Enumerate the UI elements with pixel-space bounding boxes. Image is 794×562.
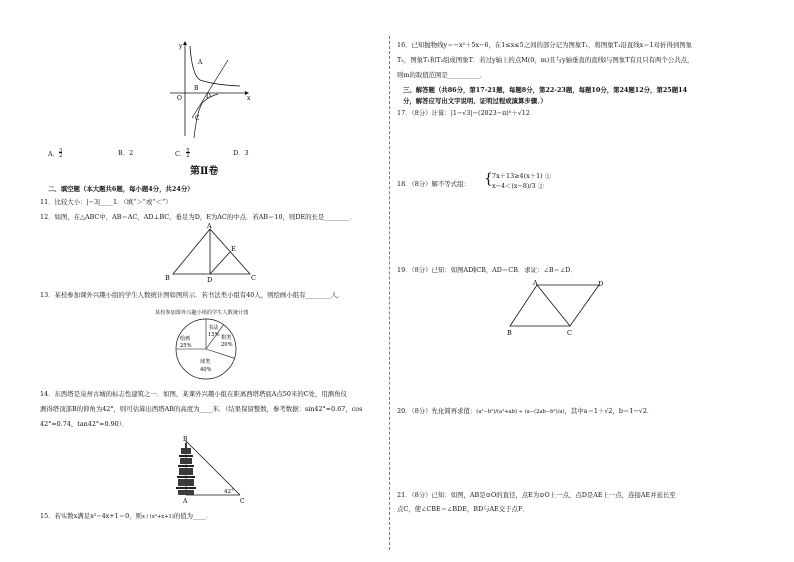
parallelogram-figure bbox=[504, 280, 614, 340]
para-label-b: B bbox=[507, 329, 512, 337]
brace: { bbox=[484, 171, 493, 187]
choice-b: B．2 bbox=[118, 149, 134, 157]
tri-label-a: A bbox=[207, 222, 212, 230]
graph-label-y: y bbox=[179, 43, 183, 50]
graph-label-a: A bbox=[198, 59, 203, 66]
pie-label-huihua-pct: 25% bbox=[180, 343, 192, 349]
tower-label-c: C bbox=[240, 498, 245, 505]
question-17: 17．（8分）计算：|1−√3|−(2023−π)⁰＋√12 bbox=[397, 109, 530, 117]
section2-header: 二、填空题（本大题共6题，每小题4分，共24分） bbox=[48, 185, 194, 193]
question-16-line3: 则m的取值范围是__________． bbox=[397, 71, 487, 79]
tri-label-d: D bbox=[207, 276, 213, 284]
choice-c: C．5 2 bbox=[175, 148, 190, 159]
q20-expression: (a²−b²)/(a²+ab) ÷ (a−(2ab−b²)/a) bbox=[476, 409, 565, 415]
column-divider bbox=[389, 36, 390, 550]
pie-label-qiulei: 球类 bbox=[200, 359, 211, 365]
pie-label-qilei-pct: 20% bbox=[221, 342, 233, 348]
tri-label-c: C bbox=[251, 274, 256, 282]
graph-label-b: B bbox=[194, 85, 199, 92]
question-16-line1: 16．已知抛物线y＝−x²＋5x−6，在1≤x≤5之间的部分记为图象T₁，将图象T₁沿直线x＝1对折得到图象 bbox=[397, 41, 693, 49]
section3-header-line1: 三、解答题（共86分，第17-21题，每题8分，第22-23题，每题10分，第24题12分，第25题14 bbox=[403, 86, 688, 94]
pie-label-qilei: 棋类 bbox=[221, 335, 232, 341]
tri-label-e: E bbox=[231, 245, 236, 253]
choice-d: D．3 bbox=[233, 149, 249, 157]
q18-inequality-2: x−4＜(x−8)/3 ② bbox=[492, 182, 545, 190]
pie-label-qiulei-pct: 40% bbox=[200, 367, 212, 373]
section3-header-line2: 分，解答应写出文字说明、证明过程或演算步骤．） bbox=[403, 97, 547, 105]
para-label-a: A bbox=[533, 279, 538, 287]
graph-label-x: x bbox=[247, 95, 251, 102]
question-14-line3: 42°≈0.74，tan42°≈0.90）． bbox=[40, 420, 129, 428]
question-11: 11．比较大小：|−3|____1．（填“＞”或“＜”） bbox=[40, 198, 172, 206]
pie-chart bbox=[166, 318, 246, 380]
part2-title: 第Ⅱ卷 bbox=[190, 166, 219, 177]
tower-figure bbox=[172, 436, 252, 508]
question-21-line2: 点C，使∠CBE＝∠BDE，BD与AE交于点F． bbox=[397, 505, 529, 513]
tri-label-b: B bbox=[165, 274, 170, 282]
question-18: 18．（8分）解不等式组： bbox=[397, 180, 470, 188]
question-12: 12．如图，在△ABC中，AB＝AC，AD⊥BC，垂足为D，E为AC的中点．若AB＝10，则DE的长是________． bbox=[40, 213, 357, 221]
question-14-line2: 测得塔顶部B的仰角为42°，则可估算出西塔AB的高度为____米．（结果保留整数，参考数据：sin42°≈0.67，cos bbox=[40, 405, 363, 413]
tower-label-b: B bbox=[183, 436, 188, 443]
question-15: 15．若实数x满足x²−4x+1＝0，则x / (x²+x+1)的值为____． bbox=[40, 512, 213, 520]
q18-inequality-1: 7x＋13≥4(x＋1) ① bbox=[492, 172, 552, 180]
graph-label-d: D bbox=[206, 93, 211, 100]
para-label-c: C bbox=[567, 329, 572, 337]
question-20: 20．（8分）先化简再求值：(a²−b²)/(a²+ab) ÷ (a−(2ab−b²)/a)，其中a＝1＋√2，b＝1−√2． bbox=[397, 407, 654, 415]
question-21-line1: 21．（8分）已知：如图，AB是⊙O的直径，点E为⊙O上一点，点D是AE上一点，连接AE并延长至 bbox=[397, 491, 676, 499]
q15-fraction: x / (x²+x+1) bbox=[141, 514, 174, 520]
question-13: 13．某校参加课外兴趣小组的学生人数统计图如图所示．若书法类小组有40人，则绘画小组有________人． bbox=[40, 291, 344, 299]
hyperbola-graph bbox=[170, 40, 250, 140]
para-label-d: D bbox=[598, 280, 604, 288]
tower-angle-label: 42° bbox=[224, 489, 234, 495]
graph-label-c: C bbox=[195, 115, 200, 122]
pie-label-shufa-pct: 15% bbox=[208, 332, 220, 338]
question-19: 19．（8分）已知：如图AD∥CB，AD＝CB．求证：∠B＝∠D． bbox=[397, 266, 577, 274]
pie-chart-title: 某校参加课外兴趣小组的学生人数统计图 bbox=[155, 310, 249, 316]
pie-label-shufa: 书法 bbox=[208, 325, 219, 331]
question-14-line1: 14．东西塔是泉州古城的标志性建筑之一．如图，某课外兴趣小组在距离西塔塔底A点50米的C处，用测角仪 bbox=[40, 390, 347, 398]
graph-label-o: O bbox=[177, 95, 182, 102]
question-16-line2: T₂，图象T₁和T₂组成图象T．若过y轴上的点M(0，m)且与y轴垂直的直线l与图象T有且只有两个公共点， bbox=[397, 56, 694, 64]
choice-a: A．3 2 bbox=[48, 148, 63, 159]
isosceles-triangle-figure bbox=[163, 224, 263, 284]
pie-label-huihua: 绘画 bbox=[180, 336, 191, 342]
tower-label-a: A bbox=[183, 498, 188, 505]
